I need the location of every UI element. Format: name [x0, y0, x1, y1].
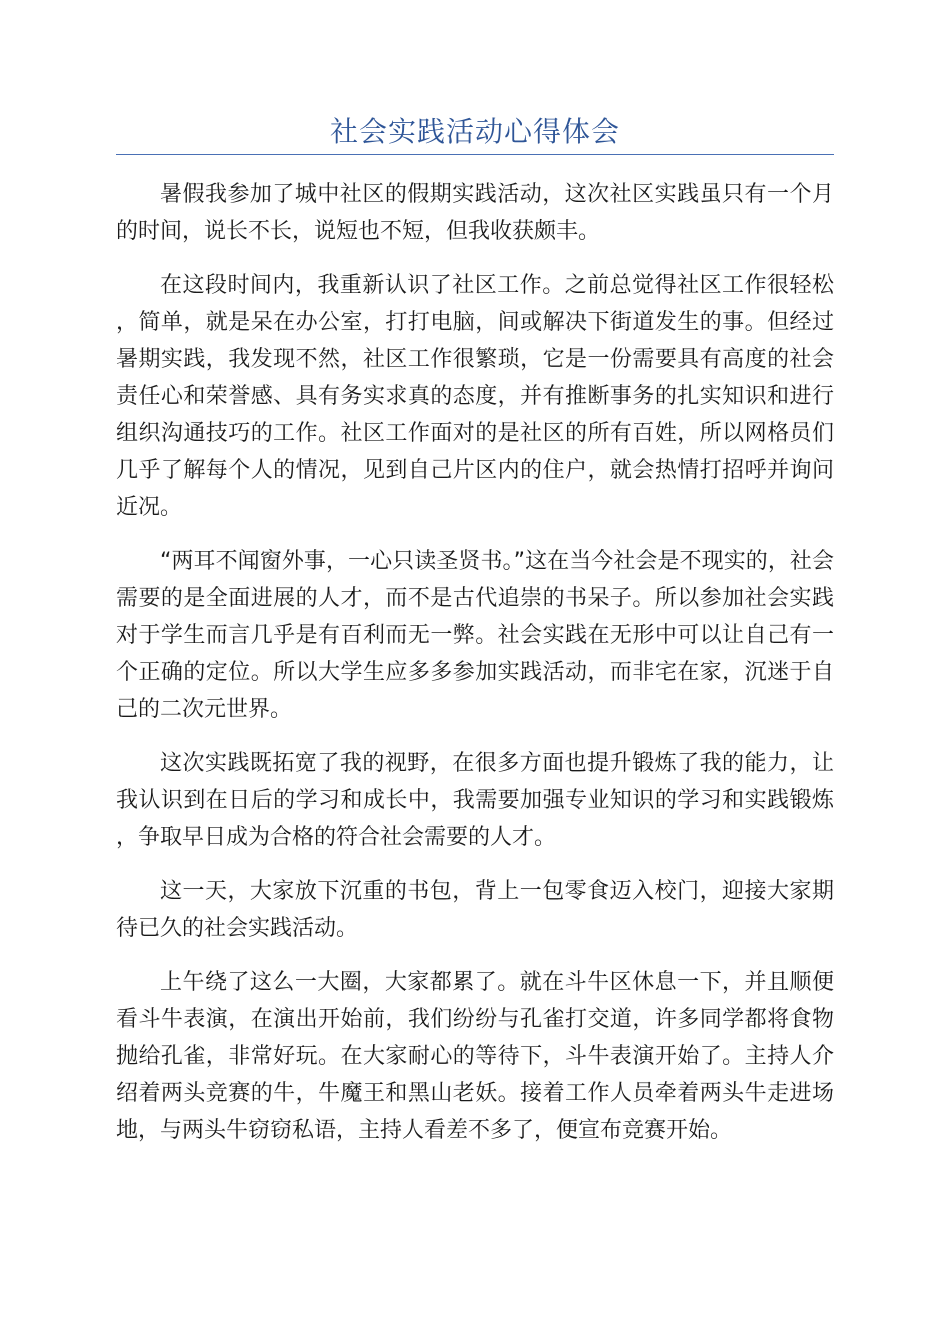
title-underline-divider	[116, 154, 834, 155]
paragraph-5: 这一天，大家放下沉重的书包，背上一包零食迈入校门，迎接大家期待已久的社会实践活动。	[116, 879, 834, 941]
document-body	[116, 176, 834, 1166]
paragraph-3: “两耳不闻窗外事，一心只读圣贤书。”这在当今社会是不现实的，社会需要的是全面进展的人才，而不是古代追崇的书呆子。所以参加社会实践对于学生而言几乎是有百利而无一弊。社会实践在无形中可以让自己有一个正确的定位。所以大学生应多多参加实践活动，而非宅在家，沉迷于自己的二次元世界。	[116, 549, 834, 722]
paragraph-6: 上午绕了这么一大圈，大家都累了。就在斗牛区休息一下，并且顺便看斗牛表演，在演出开始前，我们纷纷与孔雀打交道，许多同学都将食物抛给孔雀，非常好玩。在大家耐心的等待下，斗牛表演开始了。主持人介绍着两头竞赛的牛，牛魔王和黑山老妖。接着工作人员牵着两头牛走进场地，与两头牛窃窃私语，主持人看差不多了，便宣布竞赛开始。	[116, 970, 834, 1143]
paragraph-4: 这次实践既拓宽了我的视野，在很多方面也提升锻炼了我的能力，让我认识到在日后的学习和成长中，我需要加强专业知识的学习和实践锻炼，争取早日成为合格的符合社会需要的人才。	[116, 751, 834, 850]
paragraph-1: 暑假我参加了城中社区的假期实践活动，这次社区实践虽只有一个月的时间，说长不长，说短也不短，但我收获颇丰。	[116, 182, 834, 244]
paragraph-2: 在这段时间内，我重新认识了社区工作。之前总觉得社区工作很轻松，简单，就是呆在办公室，打打电脑，间或解决下街道发生的事。但经过暑期实践，我发现不然，社区工作很繁琐，它是一份需要具有高度的社会责任心和荣誉感、具有务实求真的态度，并有推断事务的扎实知识和进行组织沟通技巧的工作。社区工作面对的是社区的所有百姓，所以网格员们几乎了解每个人的情况，见到自己片区内的住户，就会热情打招呼并询问近况。	[116, 273, 834, 520]
document-title: 社会实践活动心得体会	[329, 115, 620, 148]
